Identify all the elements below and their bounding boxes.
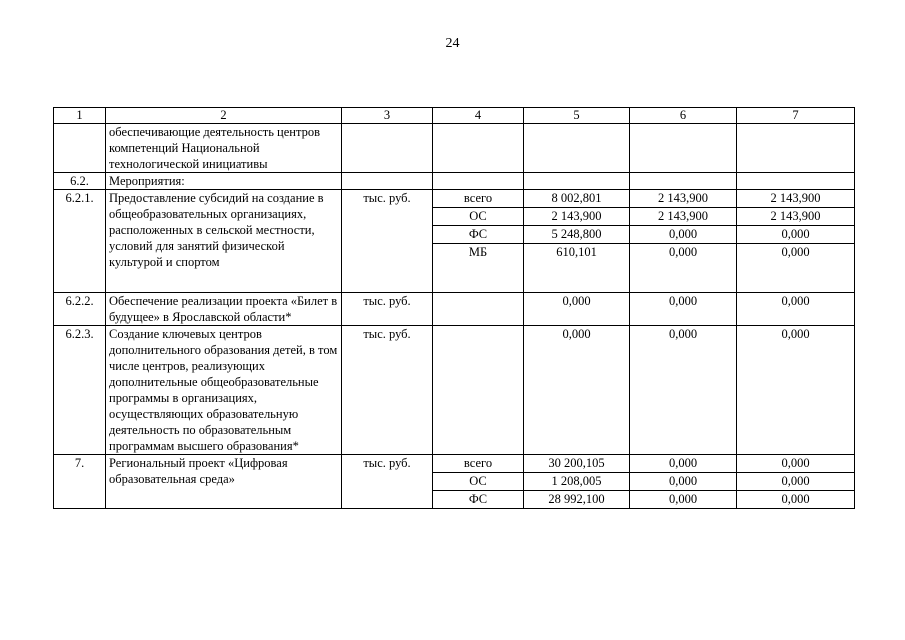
row-number-cell: 6.2.1.: [54, 190, 106, 293]
table-row: [54, 326, 855, 455]
value-cell: 0,000: [737, 244, 855, 293]
value-cell: 0,000: [737, 455, 855, 473]
value-cell: 2 143,900: [524, 208, 630, 226]
page-number: 24: [445, 36, 460, 51]
row-number-cell: 6.2.: [54, 173, 106, 190]
row-number-cell: 7.: [54, 455, 106, 509]
source-cell: всего: [433, 190, 524, 208]
source-cell: ОС: [433, 208, 524, 226]
value-cell: 0,000: [630, 491, 737, 509]
source-cell: ОС: [433, 473, 524, 491]
row-number-cell: 6.2.2.: [54, 293, 106, 326]
source-cell: всего: [433, 455, 524, 473]
value-cell: 28 992,100: [524, 491, 630, 509]
value-cell: 30 200,105: [524, 455, 630, 473]
value-cell: [737, 124, 855, 173]
row-number-cell: 6.2.3.: [54, 326, 106, 455]
unit-cell: тыс. руб.: [342, 190, 433, 293]
header-cell: 6: [630, 108, 737, 124]
value-cell: 0,000: [737, 473, 855, 491]
value-cell: 0,000: [630, 473, 737, 491]
source-cell: [433, 124, 524, 173]
value-cell: 0,000: [630, 244, 737, 293]
header-cell: 1: [54, 108, 106, 124]
row-name-cell: Обеспечение реализации проекта «Билет в будущее» в Ярославской области*: [106, 293, 342, 326]
value-cell: 2 143,900: [737, 190, 855, 208]
table-row: [54, 455, 855, 473]
value-cell: 0,000: [524, 326, 630, 455]
row-name-cell: Предоставление субсидий на создание в общеобразовательных организациях, расположенных в сельской местности, условий для занятий физической культурой и спортом: [106, 190, 342, 293]
table-header-row: [54, 108, 855, 124]
value-cell: 2 143,900: [630, 190, 737, 208]
source-cell: [433, 173, 524, 190]
value-cell: 2 143,900: [630, 208, 737, 226]
unit-cell: тыс. руб.: [342, 455, 433, 509]
table-row: [54, 190, 855, 208]
row-name-cell: обеспечивающие деятельность центров компетенций Национальной технологической инициативы: [106, 124, 342, 173]
value-cell: [524, 124, 630, 173]
row-name-cell: Создание ключевых центров дополнительного образования детей, в том числе центров, реализующих дополнительные общеобразовательные программы в организациях, осуществляющих образовательную деятельность по образовательным программам высшего образования*: [106, 326, 342, 455]
budget-table: [53, 107, 855, 509]
value-cell: [630, 173, 737, 190]
header-cell: 4: [433, 108, 524, 124]
header-cell: 3: [342, 108, 433, 124]
table-row: [54, 124, 855, 173]
header-cell: 5: [524, 108, 630, 124]
value-cell: [524, 173, 630, 190]
value-cell: [737, 173, 855, 190]
row-number-cell: [54, 124, 106, 173]
table-row: [54, 173, 855, 190]
value-cell: 8 002,801: [524, 190, 630, 208]
value-cell: 0,000: [630, 326, 737, 455]
value-cell: 0,000: [737, 293, 855, 326]
value-cell: 5 248,800: [524, 226, 630, 244]
value-cell: 0,000: [630, 226, 737, 244]
source-cell: [433, 293, 524, 326]
unit-cell: [342, 124, 433, 173]
header-cell: 7: [737, 108, 855, 124]
source-cell: ФС: [433, 491, 524, 509]
source-cell: [433, 326, 524, 455]
unit-cell: тыс. руб.: [342, 326, 433, 455]
value-cell: 610,101: [524, 244, 630, 293]
unit-cell: тыс. руб.: [342, 293, 433, 326]
value-cell: 0,000: [630, 455, 737, 473]
source-cell: МБ: [433, 244, 524, 293]
row-name-cell: Региональный проект «Цифровая образовательная среда»: [106, 455, 342, 509]
value-cell: 1 208,005: [524, 473, 630, 491]
row-name-cell: Мероприятия:: [106, 173, 342, 190]
value-cell: 0,000: [737, 226, 855, 244]
value-cell: 0,000: [737, 491, 855, 509]
header-cell: 2: [106, 108, 342, 124]
source-cell: ФС: [433, 226, 524, 244]
value-cell: 0,000: [524, 293, 630, 326]
table-row: [54, 293, 855, 326]
value-cell: 0,000: [737, 326, 855, 455]
unit-cell: [342, 173, 433, 190]
value-cell: [630, 124, 737, 173]
value-cell: 2 143,900: [737, 208, 855, 226]
value-cell: 0,000: [630, 293, 737, 326]
